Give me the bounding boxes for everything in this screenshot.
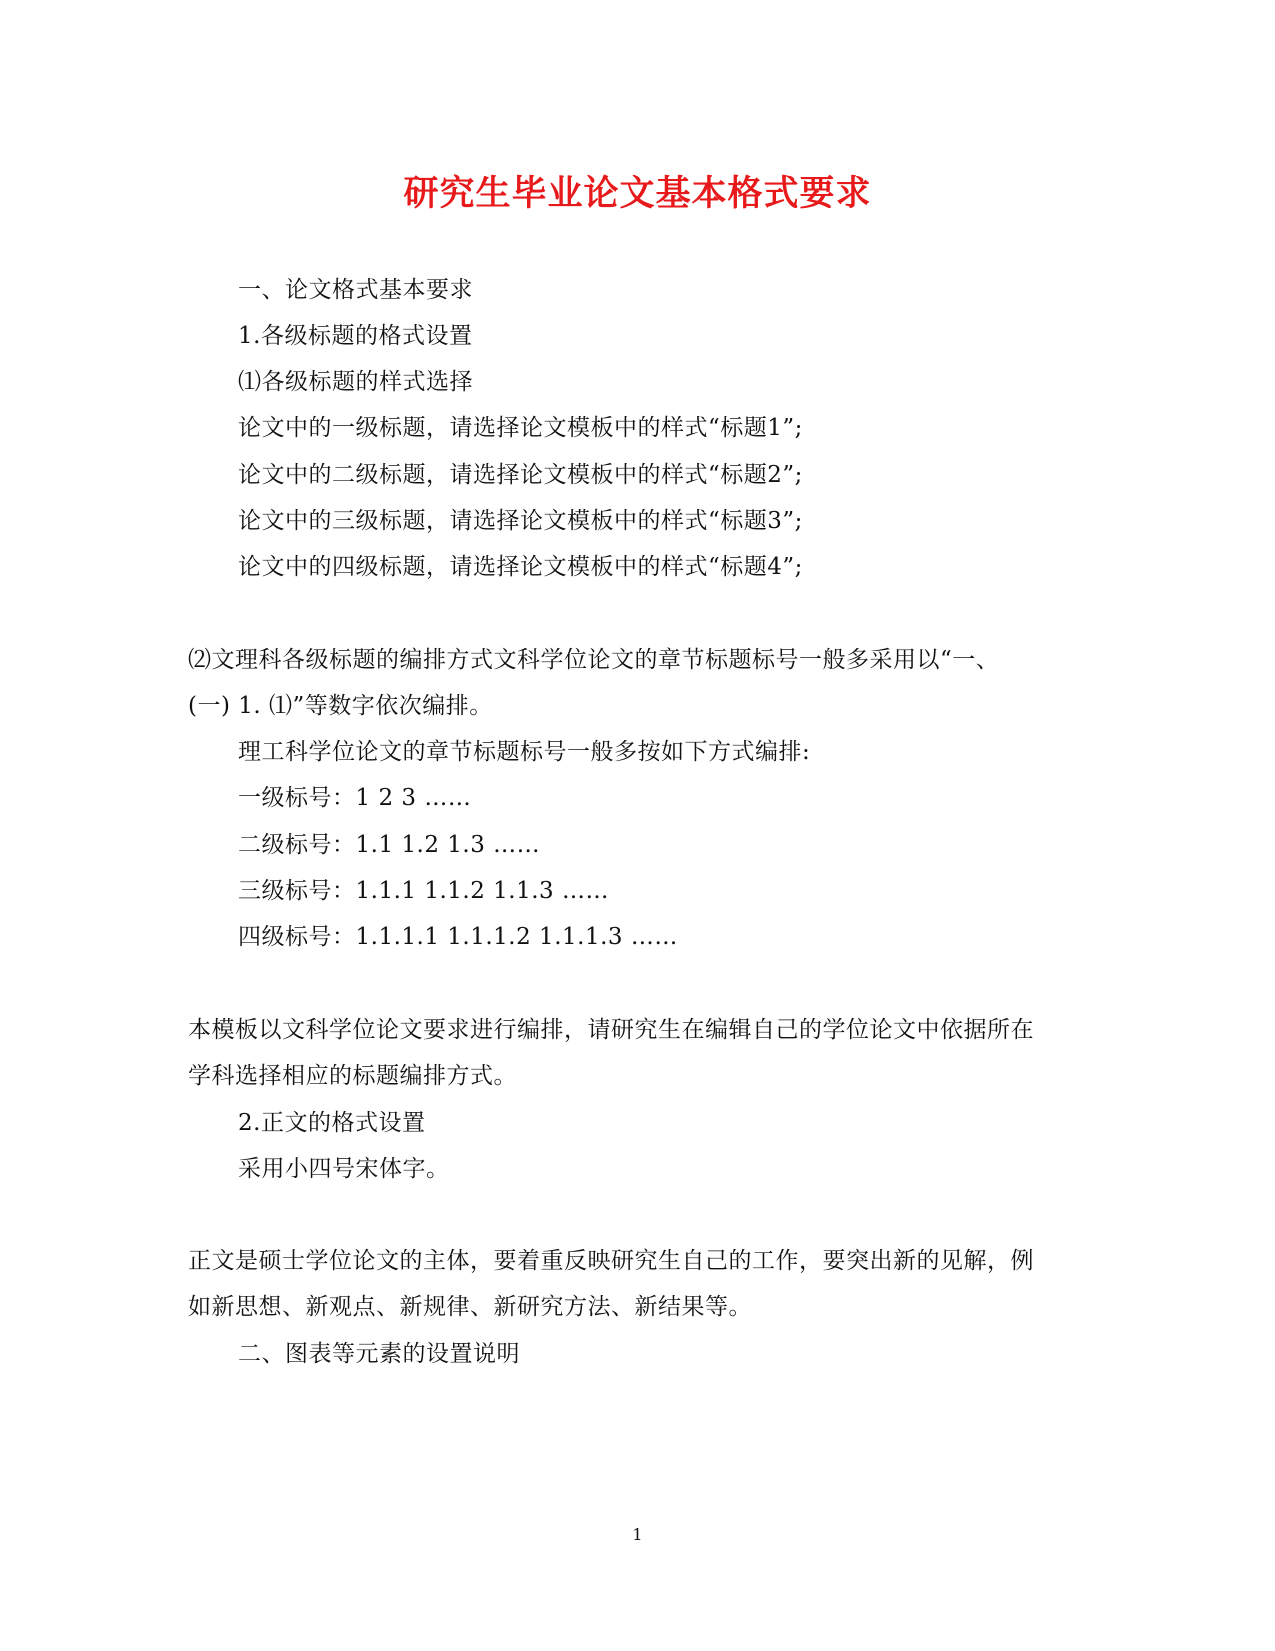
subheading-body-format: 2.正文的格式设置 <box>238 1110 426 1136</box>
numbering-level3: 三级标号：1.1.1 1.1.2 1.1.3 …… <box>238 878 609 904</box>
paragraph-numbering-line-1: ⑵文理科各级标题的编排方式文科学位论文的章节标题标号一般多采用以“一、 <box>188 647 1000 673</box>
body-line-level2: 论文中的二级标题，请选择论文模板中的样式“标题2”; <box>238 462 803 488</box>
subheading-style-selection: ⑴各级标题的样式选择 <box>238 369 473 395</box>
numbering-level4: 四级标号：1.1.1.1 1.1.1.2 1.1.1.3 …… <box>238 924 678 950</box>
paragraph-main-body-line-2: 如新思想、新观点、新规律、新研究方法、新结果等。 <box>188 1294 752 1320</box>
numbering-level1: 一级标号：1 2 3 …… <box>238 785 472 811</box>
document-title: 研究生毕业论文基本格式要求 <box>403 173 872 214</box>
body-line-level3: 论文中的三级标题，请选择论文模板中的样式“标题3”; <box>238 508 803 534</box>
numbering-level2: 二级标号：1.1 1.2 1.3 …… <box>238 832 541 858</box>
paragraph-numbering-line-2: (一) 1. ⑴”等数字依次编排。 <box>188 693 493 719</box>
paragraph-main-body-line-1: 正文是硕士学位论文的主体，要着重反映研究生自己的工作，要突出新的见解，例 <box>188 1248 1034 1274</box>
paragraph-template-line-1: 本模板以文科学位论文要求进行编排，请研究生在编辑自己的学位论文中依据所在 <box>188 1017 1034 1043</box>
page-number: 1 <box>632 1525 643 1544</box>
subheading-title-format: 1.各级标题的格式设置 <box>238 323 473 349</box>
body-line-font: 采用小四号宋体字。 <box>238 1156 450 1182</box>
section-heading-1: 一、论文格式基本要求 <box>238 277 473 303</box>
body-line-level1: 论文中的一级标题，请选择论文模板中的样式“标题1”; <box>238 415 803 441</box>
section-heading-2: 二、图表等元素的设置说明 <box>238 1341 520 1367</box>
paragraph-template-line-2: 学科选择相应的标题编排方式。 <box>188 1063 517 1089</box>
body-line-level4: 论文中的四级标题，请选择论文模板中的样式“标题4”; <box>238 554 803 580</box>
body-line-science-numbering: 理工科学位论文的章节标题标号一般多按如下方式编排: <box>238 739 811 765</box>
